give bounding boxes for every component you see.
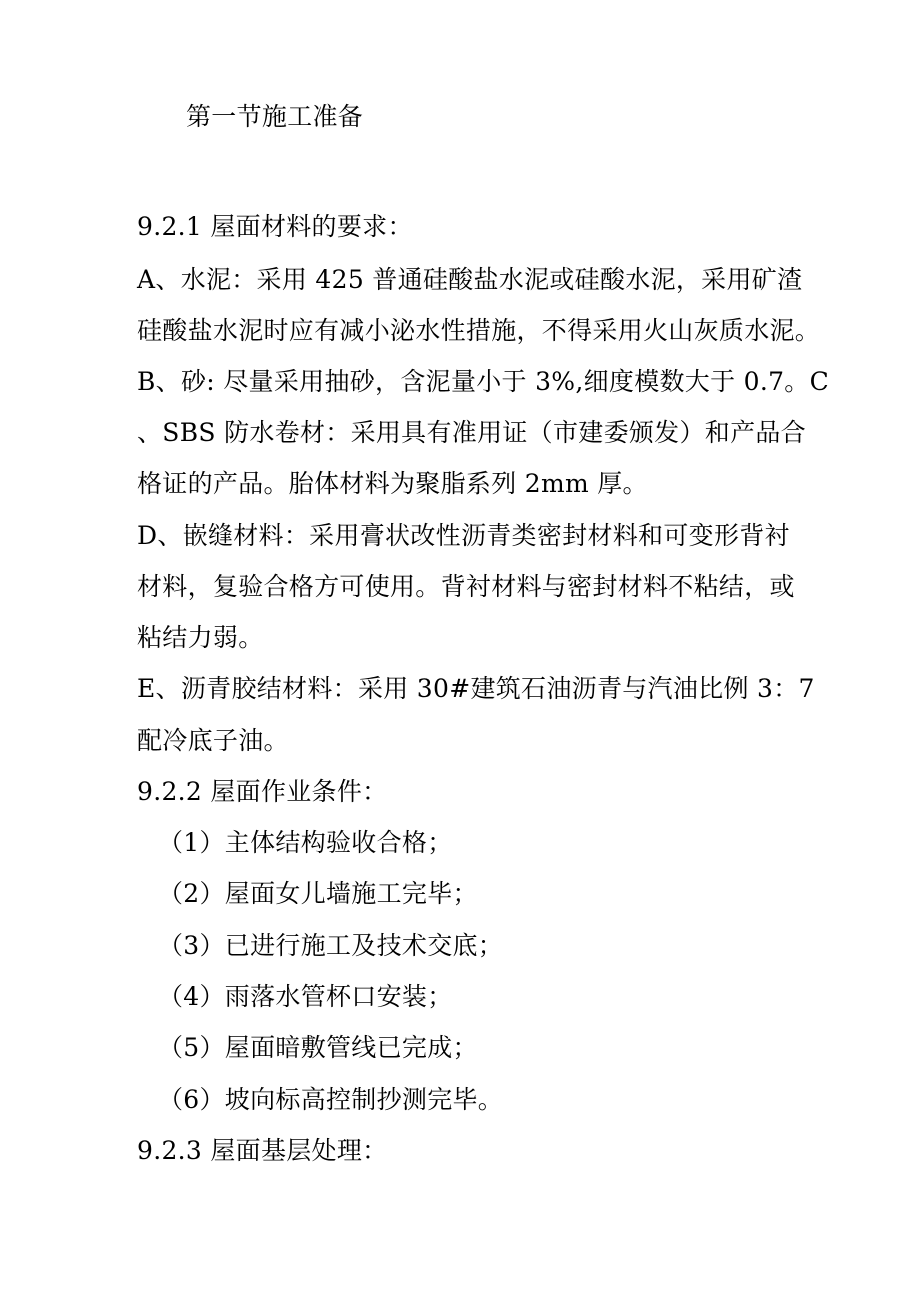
heading-9-2-3: 9.2.3 屋面基层处理： (137, 1136, 388, 1165)
list-item: （3）已进行施工及技术交底； (158, 931, 504, 960)
heading-9-2-2: 9.2.2 屋面作业条件： (137, 777, 388, 806)
list-item: （2）屋面女儿墙施工完毕； (158, 879, 478, 908)
paragraph-line: 格证的产品。胎体材料为聚脂系列 2mm 厚。 (137, 469, 648, 498)
heading-9-2-1: 9.2.1 屋面材料的要求： (137, 212, 413, 241)
list-item: （5）屋面暗敷管线已完成； (158, 1033, 478, 1062)
list-item: （1）主体结构验收合格； (158, 828, 453, 857)
paragraph-line: B、砂: 尽量采用抽砂，含泥量小于 3%,细度模数大于 0.7。C (137, 367, 830, 396)
paragraph-line: D、嵌缝材料：采用膏状改性沥青类密封材料和可变形背衬 (137, 521, 790, 550)
paragraph-line: 配冷底子油。 (137, 726, 289, 755)
paragraph-line: 、SBS 防水卷材：采用具有准用证（市建委颁发）和产品合 (137, 418, 806, 447)
paragraph-line: A、水泥：采用 425 普通硅酸盐水泥或硅酸水泥，采用矿渣 (137, 265, 803, 294)
paragraph-line: 粘结力弱。 (137, 623, 264, 652)
list-item: （4）雨落水管杯口安装； (158, 982, 453, 1011)
paragraph-line: 硅酸盐水泥时应有减小泌水性措施，不得采用火山灰质水泥。 (137, 316, 821, 345)
list-item: （6）坡向标高控制抄测完毕。 (158, 1085, 504, 1114)
paragraph-line: E、沥青胶结材料：采用 30#建筑石油沥青与汽油比例 3：7 (137, 674, 815, 703)
paragraph-line: 材料，复验合格方可使用。背衬材料与密封材料不粘结，或 (137, 572, 795, 601)
section-title: 第一节施工准备 (186, 102, 364, 131)
